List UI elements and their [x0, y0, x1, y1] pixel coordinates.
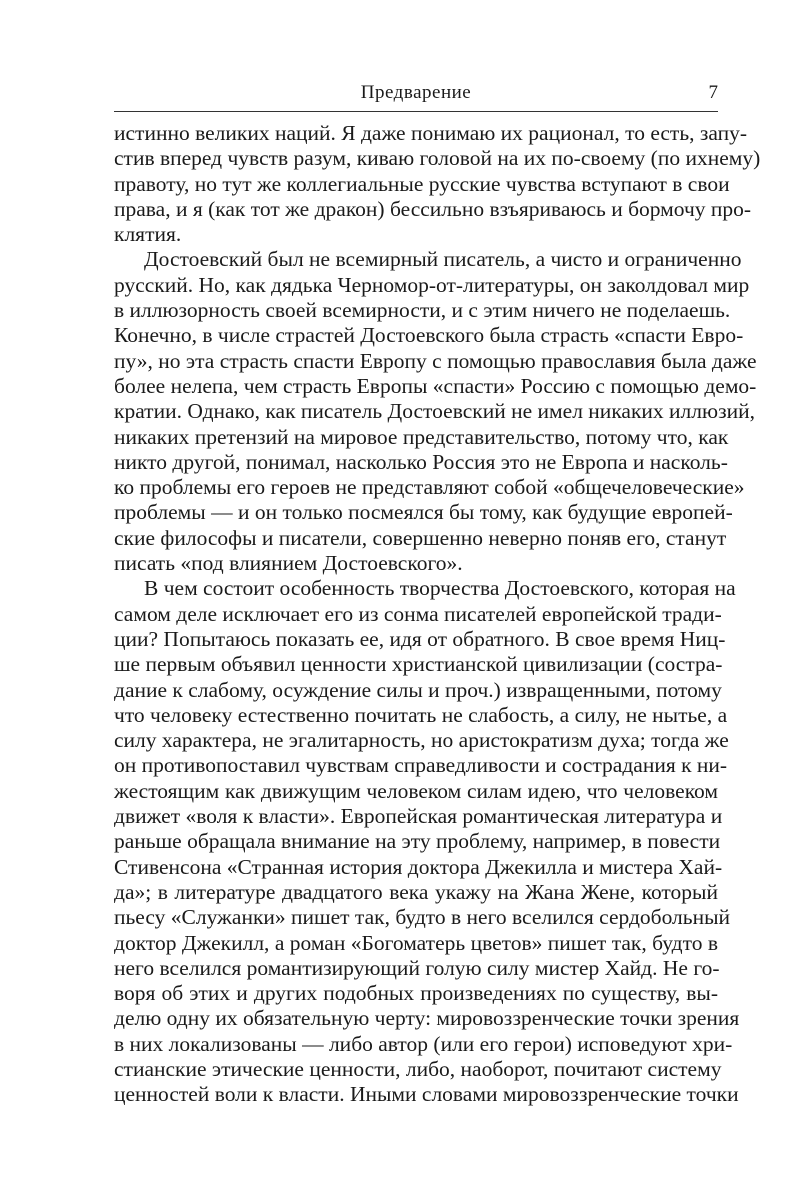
text-line: дание к слабому, осуждение силы и проч.) извращенными, потому [114, 677, 722, 702]
text-line: да»; в литературе двадцатого века укажу на Жана Жене, который [114, 879, 718, 904]
text-line: более нелепа, чем страсть Европы «спасти» Россию с помощью демо- [114, 373, 757, 398]
text-line: в иллюзорность своей всемирности, и с этим ничего не поделаешь. [114, 298, 731, 323]
text-line: стианские этические ценности, либо, наоборот, почитают систему [114, 1056, 722, 1081]
text-line: права, и я (как тот же дракон) бессильно взъяриваюсь и бормочу про- [114, 196, 752, 221]
paragraph [114, 121, 761, 247]
page-number: 7 [708, 82, 718, 103]
text-line: него вселился романтизирующий голую силу мистер Хайд. Не го- [114, 955, 720, 980]
text-line: писать «под влиянием Достоевского». [114, 551, 463, 576]
text-line: раньше обращала внимание на эту проблему, например, в повести [114, 829, 721, 854]
text-line: правоту, но тут же коллегиальные русские чувства вступают в свои [114, 171, 730, 196]
running-head [114, 82, 718, 112]
text-line: проблемы — и он только посмеялся бы тому, как будущие европей- [114, 500, 733, 525]
text-line: силу характера, не эгалитарность, но аристократизм духа; тогда же [114, 728, 729, 753]
text-line: никаких претензий на мировое представительство, потому что, как [114, 424, 729, 449]
text-line: В чем состоит особенность творчества Достоевского, которая на [144, 576, 736, 601]
text-line: кратии. Однако, как писатель Достоевский не имел никаких иллюзий, [114, 399, 755, 424]
text-line: Достоевский был не всемирный писатель, а чисто и ограниченно [144, 247, 742, 272]
text-line: что человеку естественно почитать не слабость, а силу, не нытье, а [114, 702, 728, 727]
text-line: пу», но эта страсть спасти Европу с помощью православия была даже [114, 348, 757, 373]
text-line: Конечно, в числе страстей Достоевского была страсть «спасти Евро- [114, 323, 744, 348]
running-title: Предварение [360, 82, 472, 103]
text-line: ские философы и писатели, совершенно неверно поняв его, станут [114, 525, 727, 550]
text-line: самом деле исключает его из сонма писателей европейской тради- [114, 601, 722, 626]
text-line: ценностей воли к власти. Иными словами мировоззренческие точки [114, 1082, 739, 1107]
header-rule [114, 111, 718, 112]
paragraph [114, 576, 740, 1107]
text-line: русский. Но, как дядька Черномор-от-литературы, он заколдовал мир [114, 272, 750, 297]
text-line: клятия. [114, 222, 182, 247]
text-line: стив вперед чувств разум, киваю головой на их по-своему (по ихнему) [114, 146, 761, 171]
paragraph [114, 247, 757, 576]
text-line: жестоящим как движущим человеком силам идею, что человеком [114, 778, 718, 803]
text-line: пьесу «Служанки» пишет так, будто в него вселился сердобольный [114, 905, 731, 930]
text-line: истинно великих наций. Я даже понимаю их рационал, то есть, запу- [114, 121, 748, 145]
body-text [114, 121, 761, 1108]
text-line: он противопоставил чувствам справедливости и сострадания к ни- [114, 753, 728, 778]
text-line: никто другой, понимал, насколько Россия это не Европа и насколь- [114, 449, 728, 474]
text-line: Стивенсона «Странная история доктора Джекилла и мистера Хай- [114, 854, 723, 879]
text-line: в них локализованы — либо автор (или его герои) исповедуют хри- [114, 1031, 733, 1056]
text-line: ции? Попытаюсь показать ее, идя от обратного. В свое время Ниц- [114, 626, 726, 651]
text-line: воря об этих и других подобных произведениях по существу, вы- [114, 981, 718, 1006]
text-line: ше первым объявил ценности христианской цивилизации (состра- [114, 652, 723, 677]
text-line: делю одну их обязательную черту: мировоззренческие точки зрения [114, 1006, 740, 1031]
text-line: движет «воля к власти». Европейская романтическая литература и [114, 804, 723, 829]
text-line: доктор Джекилл, а роман «Богоматерь цветов» пишет так, будто в [114, 930, 718, 955]
text-line: ко проблемы его героев не представляют собой «общечеловеческие» [114, 475, 745, 500]
